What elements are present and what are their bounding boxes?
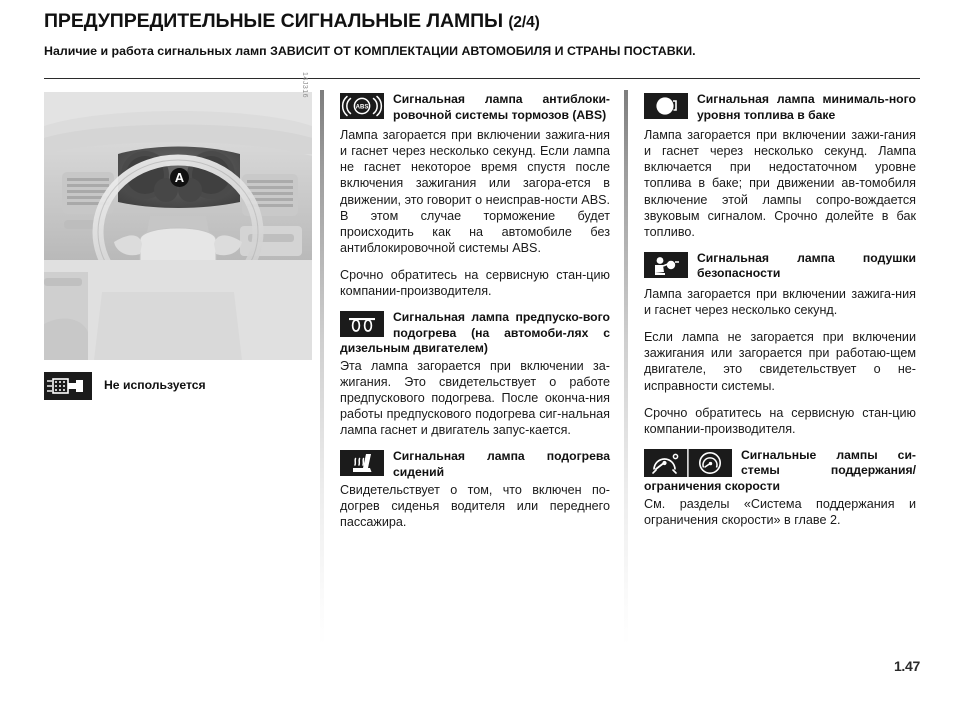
entry-airbag-paragraph-3: Срочно обратитесь на сервисную стан-цию компании-производителя. [644, 405, 916, 436]
abs-icon [340, 93, 384, 119]
entry-cruise-speed-limiter-paragraph-1: См. разделы «Система поддержания и ограничения скорости» в главе 2. [644, 496, 916, 527]
entry-fuel-level-paragraph-1: Лампа загорается при включении зажи-гания и гаснет через несколько секунд. Лампа включается при недостаточном уровне топлива в баке; при движении ав-томобиля включение этой лампы сопро-вождается звуковым сигналом. Срочно долейте в бак топливо. [644, 128, 916, 239]
entry-glow-plug-paragraph-1: Эта лампа загорается при включении за-жигания. Это свидетельствует о работе предпускового подогрева. После оконча-ния работы предпускового подогрева сиг-нальная лампа гаснет и двигатель запус-кается. [340, 358, 610, 438]
entry-cruise-speed-limiter [644, 448, 916, 528]
middle-column [340, 92, 610, 532]
header-divider-rule [44, 78, 920, 79]
entry-airbag-paragraph-2: Если лампа не загорается при включении зажигания или загорается при работаю-щем двигателе, это свидетельствует о не-исправности системы. [644, 330, 916, 393]
dashboard-illustration-graphic [44, 92, 312, 360]
entry-abs-head [340, 92, 610, 123]
column-divider-right [624, 90, 628, 646]
left-column [44, 72, 312, 400]
entry-fuel-level [644, 92, 916, 240]
right-column [644, 92, 916, 530]
seat-heater-icon [340, 450, 384, 476]
figure-reference-code: 14J316 [301, 72, 308, 98]
dashboard-illustration [44, 72, 312, 360]
fuel-level-icon [644, 93, 688, 119]
entry-abs [340, 92, 610, 299]
entry-abs-paragraph-2: Срочно обратитесь на сервисную стан-цию компании-производителя. [340, 267, 610, 299]
column-divider-left [320, 90, 324, 646]
entry-seat-heater-head [340, 449, 610, 480]
airbag-icon [644, 252, 688, 278]
entry-seat-heater-title: Сигнальная лампа подогрева сидений [393, 449, 610, 479]
entry-glow-plug [340, 310, 610, 438]
entry-seat-heater-paragraph-1: Свидетельствует о том, что включен по-догрев сиденья водителя или переднего пассажира. [340, 482, 610, 529]
page-subtitle: Наличие и работа сигнальных ламп ЗАВИСИТ ОТ КОМПЛЕКТАЦИИ АВТОМОБИЛЯ И СТРАНЫ ПОСТАВКИ. [44, 44, 696, 58]
page-title [44, 10, 920, 33]
svg-text:ABS: ABS [355, 104, 369, 111]
entry-glow-plug-title: Сигнальная лампа предпуско-вого подогрева (на автомоби-лях с дизельным двигателем) [340, 310, 610, 356]
page-title-section: (2/4) [508, 14, 540, 31]
page-title-main: ПРЕДУПРЕДИТЕЛЬНЫЕ СИГНАЛЬНЫЕ ЛАМПЫ [44, 10, 504, 32]
glow-plug-icon [340, 311, 384, 337]
entry-fuel-level-head [644, 92, 916, 123]
entry-abs-title: Сигнальная лампа антиблоки-ровочной системы тормозов (ABS) [393, 92, 610, 122]
particle-filter-icon [44, 372, 92, 400]
figure-callout-a: A [170, 168, 189, 187]
page-number: 1.47 [893, 658, 920, 674]
entry-cruise-speed-limiter-title: Сигнальные лампы си-стемы поддержания/ограничения скорости [644, 447, 916, 493]
entry-abs-paragraph-1: Лампа загорается при включении зажига-ния и гаснет через несколько секунд. Если лампа не гаснет некоторое время спустя после включения зажигания или загора-ется в движении, это говорит о неисправ-ности ABS. В этом случае торможение будет происходить как на автомобиле без антиблокировочной системы ABS. [340, 128, 610, 255]
entry-airbag [644, 251, 916, 437]
entry-cruise-speed-limiter-head [644, 448, 916, 495]
figure-caption-text: Не используется [104, 378, 206, 392]
cruise-control-speed-limiter-icons [644, 449, 732, 477]
entry-airbag-head [644, 251, 916, 282]
entry-fuel-level-title: Сигнальная лампа минималь-ного уровня топлива в баке [697, 92, 916, 122]
figure-caption-row [44, 372, 312, 400]
page-header [44, 10, 920, 58]
entry-seat-heater [340, 449, 610, 529]
entry-airbag-title: Сигнальная лампа подушки безопасности [697, 250, 916, 281]
entry-airbag-paragraph-1: Лампа загорается при включении зажига-ния и гаснет через несколько секунд. [644, 287, 916, 318]
entry-glow-plug-head [340, 310, 610, 357]
